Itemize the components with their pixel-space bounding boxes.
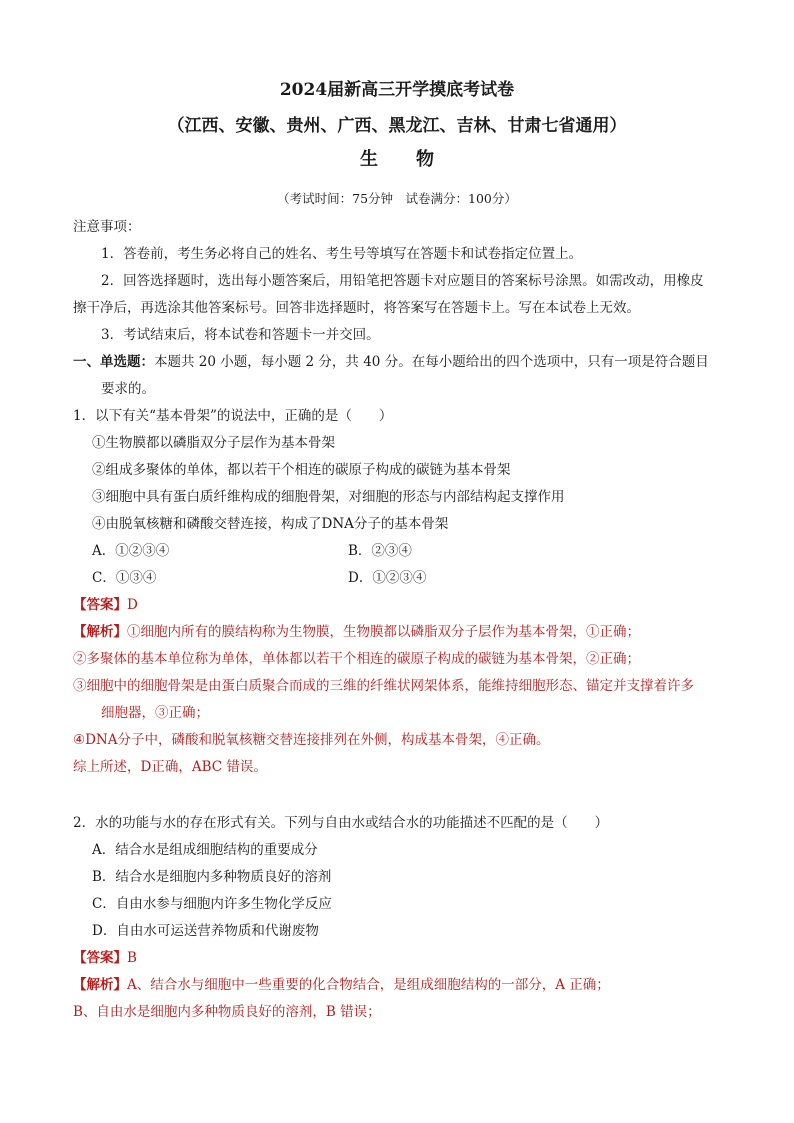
question-2-option-b: B．结合水是细胞内多种物质良好的溶剂: [92, 869, 332, 885]
question-1-statement: ③细胞中具有蛋白质纤维构成的细胞骨架，对细胞的形态与内部结构起支撑作用: [92, 489, 565, 505]
question-2-option-c: C．自由水参与细胞内许多生物化学反应: [92, 896, 332, 912]
analysis-line: ③细胞中的细胞骨架是由蛋白质聚合而成的三维的纤维状网架体系，能维持细胞形态、锚定并支撑着许多: [73, 678, 694, 694]
analysis-summary: 综上所述，D正确，ABC 错误。: [73, 759, 267, 775]
answer-value: B: [127, 950, 137, 966]
question-2-option-d: D．自由水可运送营养物质和代谢废物: [92, 923, 319, 939]
note-item: 3．考试结束后，将本试卷和答题卡一并交回。: [101, 327, 380, 343]
answer-label: 【答案】: [73, 597, 127, 613]
question-2-stem: 2．水的功能与水的存在形式有关。下列与自由水或结合水的功能描述不匹配的是（ ）: [73, 815, 609, 831]
notes-heading: 注意事项：: [73, 219, 141, 235]
question-2-option-a: A．结合水是组成细胞结构的重要成分: [92, 842, 318, 858]
exam-title: 2024届新高三开学摸底考试卷: [279, 80, 515, 100]
analysis-line-cont: 细胞器，③正确；: [101, 705, 209, 721]
note-item: 2．回答选择题时，选出每小题答案后，用铅笔把答题卡对应题目的答案标号涂黑。如需改动，用橡皮: [101, 273, 704, 289]
question-1-statement: ②组成多聚体的单体，都以若干个相连的碳原子构成的碳链为基本骨架: [92, 462, 511, 478]
analysis-line: ②多聚体的基本单位称为单体，单体都以若干个相连的碳原子构成的碳链为基本骨架，②正确；: [73, 651, 640, 667]
exam-info: （考试时间：75分钟 试卷满分：100分）: [277, 191, 517, 206]
section-heading-text: 本题共 20 小题，每小题 2 分，共 40 分。在每小题给出的四个选项中，只有一项是符合题目: [154, 354, 709, 370]
question-1-option-b: B．②③④: [348, 543, 412, 559]
question-1-statement: ①生物膜都以磷脂双分子层作为基本骨架: [92, 435, 335, 451]
question-1-answer: [73, 595, 138, 615]
question-1-statement: ④由脱氧核糖和磷酸交替连接，构成了DNA分子的基本骨架: [92, 516, 449, 532]
question-1-analysis: [73, 622, 640, 642]
question-1-option-c: C．①③④: [92, 570, 157, 586]
question-2-analysis: [73, 975, 610, 995]
subject-title: 生物: [360, 149, 472, 170]
exam-subtitle: （江西、安徽、贵州、广西、黑龙江、吉林、甘肃七省通用）: [167, 116, 627, 136]
answer-label: 【答案】: [73, 950, 127, 966]
question-1-option-a: A．①②③④: [92, 543, 170, 559]
note-item-cont: 擦干净后，再选涂其他答案标号。回答非选择题时，将答案写在答题卡上。写在本试卷上无效。: [73, 300, 640, 316]
section-heading-prefix: 一、单选题：: [73, 354, 154, 370]
section-heading: [73, 352, 709, 372]
note-item: 1．答卷前，考生务必将自己的姓名、考生号等填写在答题卡和试卷指定位置上。: [101, 246, 583, 262]
question-1-option-d: D．①②③④: [348, 570, 427, 586]
analysis-text: A、结合水与细胞中一些重要的化合物结合，是组成细胞结构的一部分，A 正确；: [127, 977, 610, 993]
answer-value: D: [127, 597, 138, 613]
analysis-line: B、自由水是细胞内多种物质良好的溶剂，B 错误；: [73, 1004, 381, 1020]
analysis-label: 【解析】: [73, 977, 127, 993]
question-2-answer: [73, 948, 137, 968]
analysis-label: 【解析】: [73, 624, 127, 640]
analysis-text: ①细胞内所有的膜结构称为生物膜，生物膜都以磷脂双分子层作为基本骨架，①正确；: [127, 624, 640, 640]
section-heading-cont: 要求的。: [101, 381, 155, 397]
analysis-line: ④DNA分子中，磷酸和脱氧核糖交替连接排列在外侧，构成基本骨架，④正确。: [73, 732, 550, 748]
question-1-stem: 1．以下有关“基本骨架”的说法中，正确的是（ ）: [73, 408, 393, 424]
